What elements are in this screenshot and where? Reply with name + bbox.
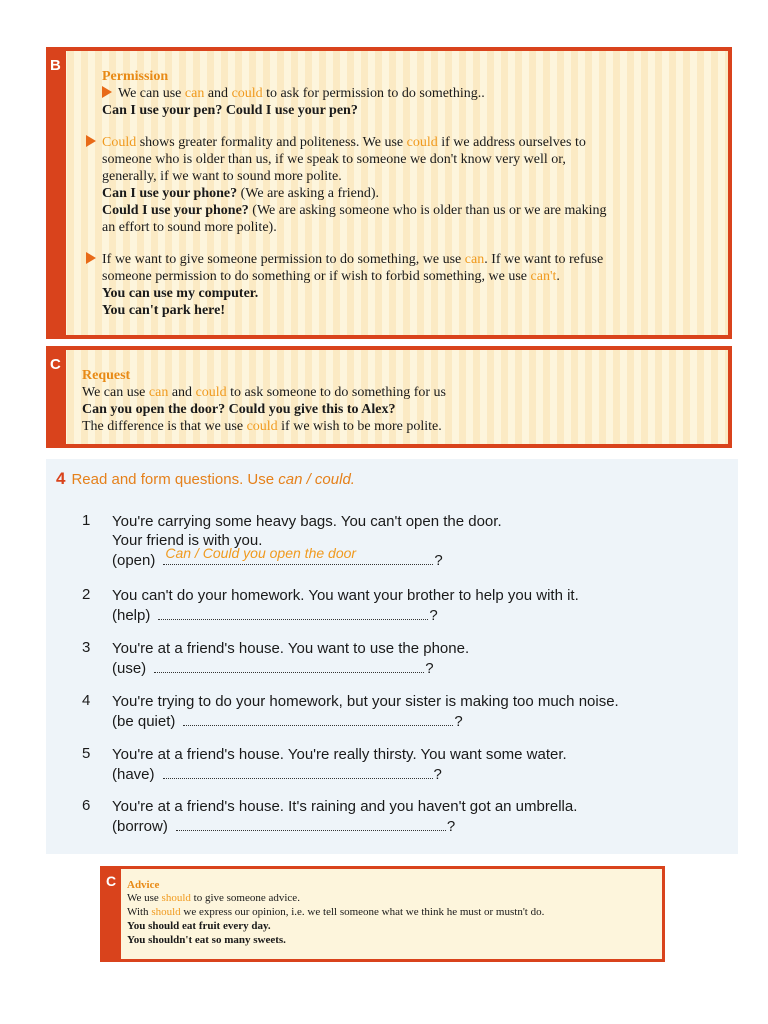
- answer-field[interactable]: [154, 658, 424, 673]
- section-letter: C: [50, 356, 61, 373]
- section-letter-bar: [103, 869, 121, 959]
- advice-content: Advice We use should to give someone advice. With should we express our opinion, i.e. we tell someone what we think he must or mustn't do. You should eat fruit every day. You shouldn't eat so many sweets.: [127, 879, 545, 946]
- answer-field[interactable]: [163, 764, 433, 779]
- request-heading: Request: [82, 368, 131, 383]
- exercise-4: 4 Read and form questions. Use can / could. 1 You're carrying some heavy bags. You can't open the door. Your friend is with you. (open) Can / Could you open the door ? 2 You can't do your homework. You want your brother to help you with it. (help) ? 3 You're at a friend's house. You want to use the phone. (use) ? 4 You're trying to do your homework, but your sister is making too much noise. (be quiet) ? 5 You're at a friend's house. You're really thirsty. You want some water. (have) ? 6 You're at a friend's house. It's raining and you haven't got an umbrella. (borrow) ?: [46, 459, 738, 854]
- permission-rule-3: If we want to give someone permission to do something, we use can. If we want to refuse someone permission to do something or if wish to forbid something, we use can't. You can use my computer. You can't park here!: [102, 251, 607, 319]
- answer-field[interactable]: [176, 816, 446, 831]
- exercise-title: 4 Read and form questions. Use can / could.: [56, 469, 355, 488]
- answer-field[interactable]: [183, 711, 453, 726]
- request-box: [46, 346, 732, 448]
- answer-field[interactable]: [158, 605, 428, 620]
- advice-heading: Advice: [127, 879, 160, 891]
- section-letter-bar: [46, 350, 66, 444]
- request-example: Can you open the door? Could you give this to Alex?: [82, 402, 396, 417]
- triangle-bullet-icon: [86, 135, 96, 147]
- permission-content: [102, 69, 607, 319]
- permission-box: [46, 47, 732, 339]
- permission-rule-2: Could shows greater formality and politeness. We use could if we address ourselves to someone who is older than us, if we speak to someone we don't know very well or, generally, if we want to sound more polite. Can I use your phone? (We are asking a friend). Could I use your phone? (We are asking someone who is older than us or we are making an effort to sound more polite).: [102, 134, 607, 236]
- permission-heading: Permission: [102, 69, 169, 84]
- section-letter-bar: [46, 51, 66, 335]
- answer-text: Can / Could you open the door: [165, 545, 357, 561]
- triangle-bullet-icon: [86, 252, 96, 264]
- triangle-bullet-icon: [102, 86, 112, 98]
- permission-example-1: Can I use your pen? Could I use your pen?: [102, 103, 358, 118]
- advice-box: [100, 866, 665, 962]
- permission-rule-1: We can use can and could to ask for permission to do something..: [102, 85, 607, 102]
- answer-field[interactable]: [163, 545, 433, 565]
- section-letter: B: [50, 57, 61, 74]
- request-content: Request We can use can and could to ask someone to do something for us Can you open the door? Could you give this to Alex? The difference is that we use could if we wish to be more polite.: [82, 368, 446, 434]
- section-letter: C: [106, 873, 117, 889]
